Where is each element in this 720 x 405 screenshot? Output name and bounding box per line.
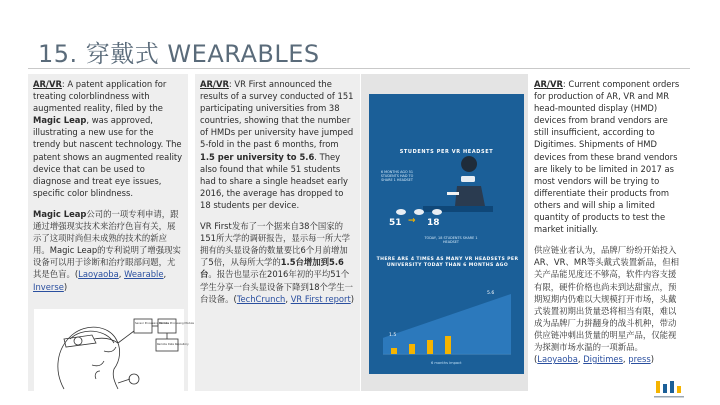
source-link-techcrunch[interactable]: TechCrunch [236, 293, 286, 304]
vr-user-illustration-icon [395, 158, 501, 220]
card-chinese-text: VR First发布了一个据来自38个国家的151所大学的调研报告，显示每一所大学拥有的头显设备的数量要比6个月前增加了5倍，从每所大学的1.5台增加到5.6台。报告也显示在2016年初的平均51个学生分享一台头显设备下降到18个学生一台设备。(TechCrunch, VR First report) [200, 221, 355, 304]
infographic-heading-2: THERE ARE 4 TIMES AS MANY VR HEADSETS PER UNIVERSITY TODAY THAN 6 MONTHS AGO [376, 257, 519, 268]
headset-growth-chart [379, 280, 515, 370]
bar-after-label: 5.6 [487, 291, 495, 296]
category-tag: AR/VR [33, 79, 62, 89]
source-link-vr-first-report[interactable]: VR First report [290, 293, 351, 304]
figure-label-repository: Remote Data Repository [157, 343, 189, 346]
title-divider [28, 68, 690, 69]
infographic-after-note: TODAY, 18 STUDENTS SHARE 1 HEADSET [424, 236, 478, 245]
patent-figure [34, 309, 194, 391]
card-chinese-text: 供应链业者认为，品牌厂纷纷开始投入AR、VR、MR等头戴式装置新品，但相关产品能见度还不够高，软件内容支援有限，硬件价格也尚未到达甜蜜点，预期短期内仍难以大规模打开市场，头戴式装置初期出货量恐将相当有限，难以成为品牌厂力拼翻身的战斗机种，带动供应链冲刺出货量的明星产品，仅能视为探测市场水温的一项新品。(Laoyaoba, Digitimes, press) [534, 245, 680, 365]
figure-label-sensor: Sensor Processing Module [135, 322, 169, 325]
infographic-before-note: 6 MONTHS AGO 51 STUDENTS HAD TO SHARE 1 HEADSET [380, 170, 414, 183]
card-english-text: AR/VR: VR First announced the results of a survey conducted of 151 participating universities from 38 countries, showing that the number of HMDs per university have jumped 5-fold in the past 6 months, from 1.5 per university to 5.6. They also found that while 51 students had to share a single headset early 2016, the average has dropped to 18 students per device. [200, 79, 354, 210]
headset-glyph [427, 340, 433, 354]
source-link-press[interactable]: press [628, 354, 651, 365]
infographic-panel [361, 74, 528, 391]
source-link-laoyaoba[interactable]: Laoyaoba [78, 269, 119, 280]
after-value: 18 [427, 218, 440, 228]
card-english-text: AR/VR: A patent application for treating colorblindness with augmented reality, filed by the Magic Leap, was approved, illustrating a new use for the trendy but nascent technology. The patent shows an augmented reality device that can be used to diagnose and treat eye issues, specific color blindness. [33, 79, 183, 198]
axis-label: 6 months impact [431, 361, 462, 365]
category-tag: AR/VR [534, 79, 563, 89]
card-chinese-text: Magic Leap公司的一项专利申请，跟通过增强现实技术来治疗色盲有关，展示了这项时尚但未成熟的技术的新应用。Magic Leap的专利说明了增强现实设备可以用于诊断和治疗眼部问题，尤其是色盲。(Laoyaoba, Wearable, Inverse) [33, 208, 181, 292]
news-card-digitimes [528, 74, 690, 391]
source-link-laoyaoba[interactable]: Laoyaoba [537, 354, 578, 365]
source-link-wearable[interactable]: Wearable [124, 269, 164, 280]
news-card-vr-first [195, 74, 360, 391]
category-tag: AR/VR [200, 79, 229, 89]
card-english-text: AR/VR: Current component orders for production of AR, VR and MR head-mounted display (HMD) devices from brand vendors are still insufficient, according to Digitimes. Shipments of HMD devices from these brand vendors are likely to be limited in 2017 as most vendors will be trying to differentiate their products from others and will ship a limited quantity of products to test the market initially. [534, 79, 680, 235]
source-link-inverse[interactable]: Inverse [33, 281, 64, 292]
vr-headset-infographic [369, 94, 524, 374]
headset-glyph [409, 344, 415, 354]
patent-drawing-icon [34, 309, 194, 391]
figure-label-remote-processing: Remote Processing Module [159, 322, 194, 325]
news-card-magic-leap [28, 74, 194, 391]
source-link-digitimes[interactable]: Digitimes [583, 354, 623, 365]
brand-logo-icon [652, 378, 692, 400]
infographic-heading: STUDENTS PER VR HEADSET [399, 149, 494, 155]
arrow-icon: → [408, 216, 416, 226]
bar-before-label: 1.5 [389, 333, 397, 338]
before-value: 51 [389, 218, 402, 228]
page-title: 15. 穿戴式 WEARABLES [38, 40, 320, 68]
headset-glyph [445, 336, 451, 354]
headset-glyph [391, 348, 397, 354]
